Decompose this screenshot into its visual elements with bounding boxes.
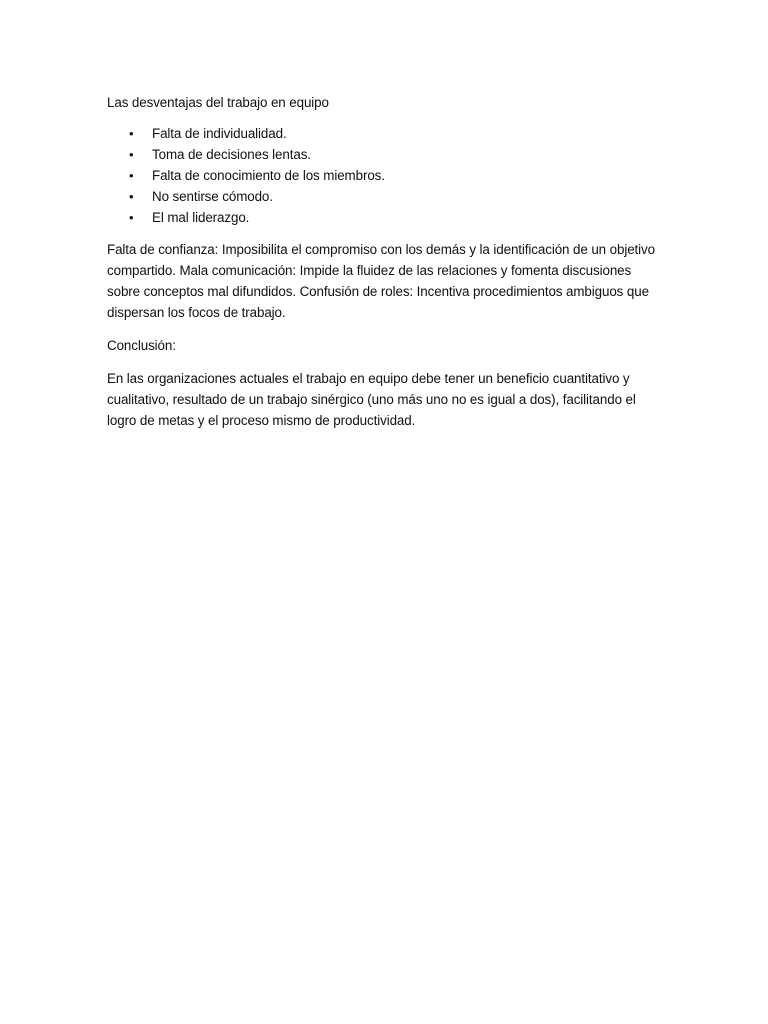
bullet-icon: • [129, 147, 134, 162]
list-item [107, 165, 667, 186]
disadvantages-list [107, 123, 667, 228]
list-item [107, 186, 667, 207]
list-item-text: No sentirse cómodo. [152, 189, 273, 204]
list-item-text: El mal liderazgo. [152, 210, 250, 225]
conclusion-paragraph: En las organizaciones actuales el trabajo en equipo debe tener un beneficio cuantitativo y cualitativo, resultado de un trabajo sinérgico (uno más uno no es igual a dos), facilitando el logro de metas y el proceso mismo de productividad. [107, 371, 636, 428]
conclusion-label: Conclusión: [107, 338, 176, 353]
bullet-icon: • [129, 189, 134, 204]
bullet-icon: • [129, 168, 134, 183]
list-item-text: Toma de decisiones lentas. [152, 147, 311, 162]
list-item-text: Falta de individualidad. [152, 126, 287, 141]
bullet-icon: • [129, 210, 134, 225]
list-item [107, 207, 667, 228]
section-heading: Las desventajas del trabajo en equipo [107, 95, 329, 110]
list-item [107, 123, 667, 144]
bullet-icon: • [129, 126, 134, 141]
list-item [107, 144, 667, 165]
list-item-text: Falta de conocimiento de los miembros. [152, 168, 385, 183]
document-body [107, 92, 667, 443]
body-paragraph: Falta de confianza: Imposibilita el compromiso con los demás y la identificación de un objetivo compartido. Mala comunicación: Impide la fluidez de las relaciones y fomenta discusiones sobre conceptos mal difundidos. Confusión de roles: Incentiva procedimientos ambiguos que dispersan los focos de trabajo. [107, 242, 655, 320]
